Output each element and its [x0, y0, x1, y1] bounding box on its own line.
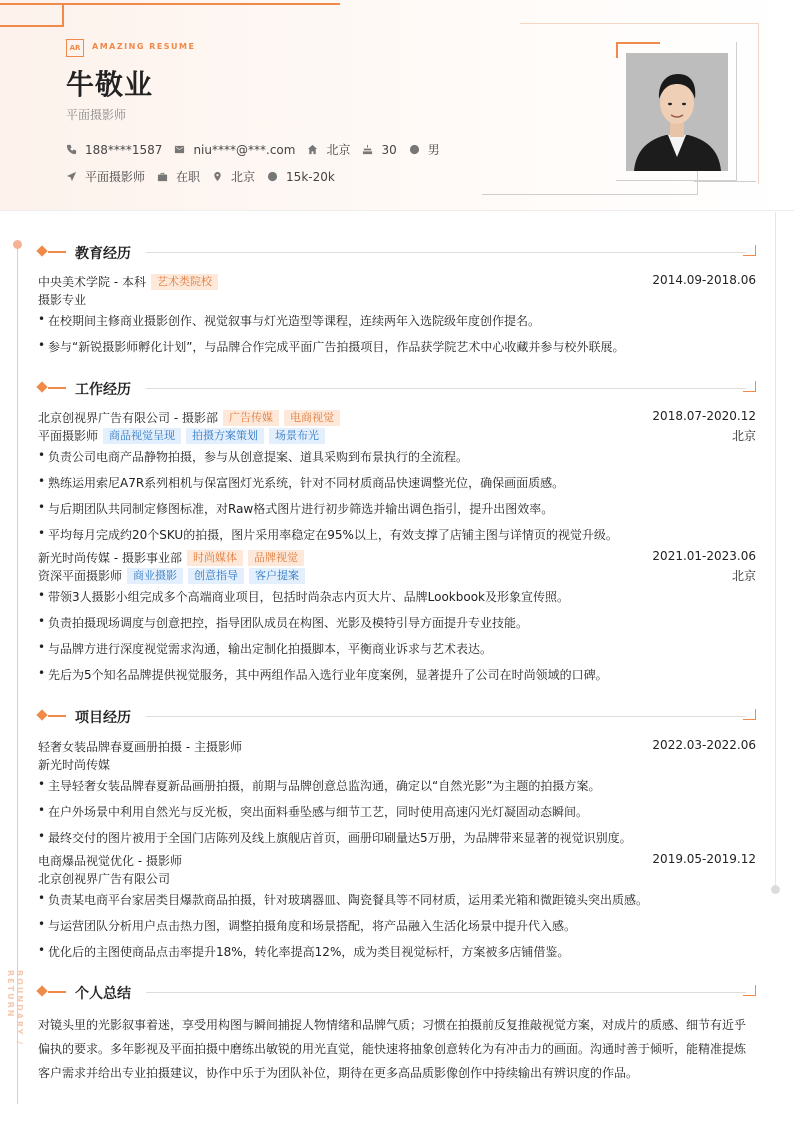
briefcase-icon — [157, 171, 168, 182]
section-title: 教育经历 — [75, 246, 131, 262]
home-icon — [307, 144, 318, 155]
company-name: 北京创视界广告有限公司 - 摄影部 — [38, 411, 218, 425]
email-text: niu****@***.com — [193, 142, 296, 157]
left-rail-dot — [13, 240, 22, 249]
skill-tag: 商业摄影 — [127, 568, 183, 584]
cake-icon — [362, 144, 373, 155]
gender-item — [409, 141, 440, 158]
logo-text: AMAZING RESUME — [92, 42, 196, 51]
role-row — [38, 427, 756, 445]
skill-tag: 客户提案 — [249, 568, 305, 584]
email-item — [174, 143, 295, 157]
job-intent-row — [66, 168, 347, 185]
company-name: 新光时尚传媒 - 摄影事业部 — [38, 551, 182, 565]
section-work — [38, 380, 756, 396]
section-summary — [38, 984, 756, 1000]
education-row — [38, 273, 756, 291]
logo: AR — [66, 39, 84, 57]
project-org-row — [38, 756, 756, 774]
project-org: 新光时尚传媒 — [38, 758, 111, 772]
work-row — [38, 409, 756, 427]
work-date: 2018.07-2020.12 — [652, 409, 756, 423]
skill-tag: 商品视觉呈现 — [103, 428, 181, 444]
profile-photo — [626, 53, 728, 171]
send-icon — [66, 171, 77, 182]
work-city: 北京 — [731, 569, 756, 583]
intent-position-text: 平面摄影师 — [85, 170, 146, 184]
section-project — [38, 708, 756, 724]
right-rail — [775, 212, 776, 892]
candidate-title: 平面摄影师 — [66, 108, 127, 122]
major-row — [38, 291, 756, 309]
salary-item — [267, 170, 335, 184]
education-date: 2014.09-2018.06 — [652, 273, 756, 287]
home-text: 北京 — [326, 143, 351, 157]
portrait-image — [626, 53, 728, 171]
diamond-icon — [36, 709, 47, 720]
resume-header — [0, 0, 794, 211]
skill-tag: 拍摄方案策划 — [186, 428, 264, 444]
project-date: 2022.03-2022.06 — [652, 738, 756, 752]
salary-text: 15k-20k — [286, 169, 335, 184]
home-item — [307, 141, 350, 158]
section-title: 项目经历 — [75, 710, 131, 726]
decor-line — [482, 194, 698, 195]
school-tag: 艺术类院校 — [151, 274, 218, 290]
project-title: 电商爆品视觉优化 - 摄影师 — [38, 854, 182, 868]
role-title: 平面摄影师 — [38, 429, 99, 443]
section-education — [38, 244, 756, 260]
age-item — [362, 143, 396, 157]
company-tag: 广告传媒 — [223, 410, 279, 426]
intent-city-text: 北京 — [231, 170, 256, 184]
decor-corner — [0, 3, 64, 27]
project-row — [38, 738, 756, 756]
role-title: 资深平面摄影师 — [38, 569, 123, 583]
diamond-icon — [36, 985, 47, 996]
age-text: 30 — [381, 142, 397, 157]
salary-icon — [267, 171, 278, 182]
work-city: 北京 — [731, 429, 756, 443]
school-name: 中央美术学院 - 本科 — [38, 275, 146, 289]
project-org: 北京创视界广告有限公司 — [38, 872, 171, 886]
work-date: 2021.01-2023.06 — [652, 549, 756, 563]
company-tag: 品牌视觉 — [248, 550, 304, 566]
gender-icon — [409, 144, 420, 155]
phone-item — [66, 143, 162, 157]
project-title: 轻奢女装品牌春夏画册拍摄 - 主摄影师 — [38, 740, 242, 754]
side-vertical-text: BOUNDARY / RETURN — [6, 970, 24, 1047]
major: 摄影专业 — [38, 293, 87, 307]
section-title: 工作经历 — [75, 382, 131, 398]
status-item — [157, 168, 200, 185]
location-icon — [212, 171, 223, 182]
intent-city-item — [212, 168, 255, 185]
project-row — [38, 852, 756, 870]
work-row — [38, 549, 756, 567]
project-org-row — [38, 870, 756, 888]
diamond-icon — [36, 381, 47, 392]
section-title: 个人总结 — [75, 986, 131, 1002]
decor-line — [697, 170, 698, 195]
decor-line — [694, 181, 756, 182]
company-tag: 电商视觉 — [284, 410, 340, 426]
role-row — [38, 567, 756, 585]
mail-icon — [174, 144, 185, 155]
company-tag: 时尚媒体 — [187, 550, 243, 566]
phone-icon — [66, 144, 77, 155]
candidate-name: 牛敬业 — [66, 68, 154, 101]
summary-text: 对镜头里的光影叙事着迷，享受用构图与瞬间捕捉人物情绪和品牌气质；习惯在拍摄前反复推敲视觉方案，对成片的质感、细节有近乎偏执的要求。多年影视及平面拍摄中磨练出敏锐的用光直觉，能快速将抽象创意转化为有冲击力的画面。沟通时善于倾听，能精准提炼客户需求并给出专业拍摄建议，协作中乐于为团队补位，期待在更多高品质影像创作中持续输出有辨识度的作品。 — [38, 1018, 747, 1080]
project-date: 2019.05-2019.12 — [652, 852, 756, 866]
diamond-icon — [36, 245, 47, 256]
status-text: 在职 — [176, 170, 201, 184]
intent-position-item — [66, 168, 145, 185]
phone-text: 188****1587 — [85, 142, 163, 157]
gender-text: 男 — [427, 143, 440, 157]
contact-row — [66, 141, 452, 158]
skill-tag: 创意指导 — [188, 568, 244, 584]
skill-tag: 场景布光 — [269, 428, 325, 444]
right-rail-dot — [771, 885, 780, 894]
